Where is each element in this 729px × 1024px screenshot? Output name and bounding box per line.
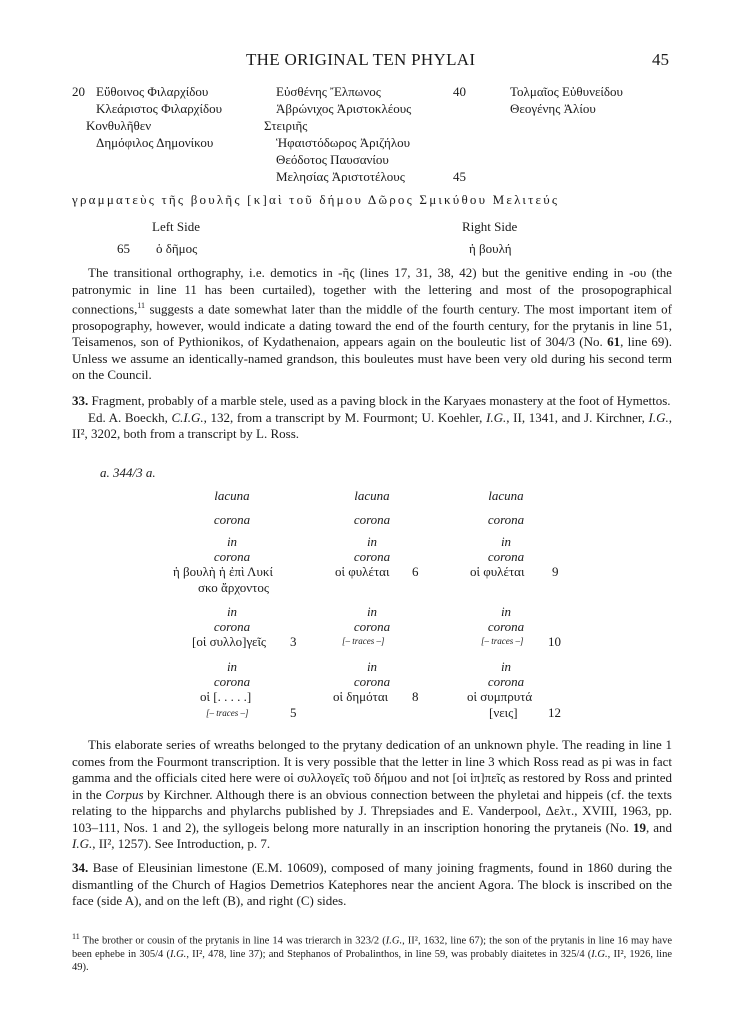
footnote-ref: 11 bbox=[137, 301, 146, 310]
name-line: Εὐσθένης Ἔλπωνος bbox=[276, 84, 381, 99]
line-number-65: 65 bbox=[117, 241, 130, 256]
wreath-text: οἱ φυλέται bbox=[470, 564, 525, 579]
corona: corona bbox=[213, 512, 251, 527]
in-label: in bbox=[366, 659, 378, 674]
wreath-text: ἡ βουλὴ ἡ ἐπὶ Λυκί bbox=[173, 564, 273, 579]
name-line: Θεόδοτος Παυσανίου bbox=[276, 152, 389, 167]
name-line: Δημόφιλος Δημονίκου bbox=[96, 135, 214, 150]
running-head: THE ORIGINAL TEN PHYLAI bbox=[246, 50, 476, 69]
right-side-label: Right Side bbox=[462, 219, 518, 234]
line-number: 3 bbox=[290, 634, 297, 649]
left-side-text: ὁ δῆμος bbox=[156, 241, 198, 256]
corona: corona bbox=[487, 549, 525, 564]
traces: [– traces –] bbox=[342, 636, 385, 646]
wreath-text: [νεις] bbox=[489, 705, 518, 720]
in-label: in bbox=[226, 534, 238, 549]
line-number-45: 45 bbox=[453, 169, 466, 184]
traces: [– traces –] bbox=[481, 636, 524, 646]
line-number: 12 bbox=[548, 705, 561, 720]
line-number: 5 bbox=[290, 705, 297, 720]
left-side-label: Left Side bbox=[152, 219, 201, 234]
lacuna: lacuna bbox=[488, 488, 524, 503]
wreath-text: οἱ δημόται bbox=[333, 689, 389, 704]
name-line: Τολμαῖος Εὐθυνείδου bbox=[510, 84, 623, 99]
in-label: in bbox=[500, 604, 512, 619]
deme-heading: Στειριῆς bbox=[264, 118, 308, 133]
corona: corona bbox=[487, 674, 525, 689]
wreath-text: [οἱ συλλο]γεῖς bbox=[192, 634, 267, 649]
name-line: Θεογένης Ἀλίου bbox=[510, 101, 596, 116]
wreath-text: οἱ [. . . . .] bbox=[200, 689, 252, 704]
corona: corona bbox=[213, 674, 251, 689]
line-number-20: 20 bbox=[72, 84, 85, 99]
name-line: Κλεάριστος Φιλαρχίδου bbox=[96, 101, 223, 116]
commentary-paragraph: The transitional orthography, i.e. demotics in -ῆς (lines 17, 31, 38, 42) but the genitive ending in -ου (the patronymic in line 11 has been curtailed), together with the lettering and most of the prosopographical connections,$^{11}$ suggests a date somewhat later than the middle of the fourth century. The most important item of prosopography, however, would indicate a dating toward the end of the fourth century, for the prytanis in line 51, Teisamenos, son of Pythionikos, of Kydathenaion, appears again on the bouleutic list of 304/3 (No. 61, line 69). Unless we assume an identically-named grandson, this bouleutes must have been very old during his second term on the Council. bbox=[72, 265, 672, 383]
line-number: 8 bbox=[412, 689, 419, 704]
name-line: Μελησίας Ἀριστοτέλους bbox=[276, 169, 405, 184]
in-label: in bbox=[366, 604, 378, 619]
entry-33-description: 33. Fragment, probably of a marble stele, used as a paving block in the Karyaes monastery at the foot of Hymettos. Ed. A. Boeckh, C.I.G., 132, from a transcript by M. Fourmont; U. Koehler, I.G., II, 1341, and J. Kirchner, I.G., II², 3202, both from a transcript by L. Ross. bbox=[72, 393, 672, 441]
right-side-text: ἡ βουλή bbox=[469, 241, 512, 256]
commentary-paragraph: This elaborate series of wreaths belonged to the prytany dedication of an unknown phyle. The reading in line 1 comes from the Fourmont transcription. It is very possible that the letter in line 3 which Ross read as pi was in fact gamma and the officials cited here were οἱ συλλογεῖς τοῦ δήμου and not [οἱ ἱπ]πεῖς as restored by Ross and printed in the Corpus by Kirchner. Although there is an obvious connection between the phyletai and hippeis (cf. the texts relating to the hipparchs and phylarchs published by J. Threpsiades and E. Vanderpool, Δελτ., XVIII, 1963, pp. 103–111, Nos. 1 and 2), the syllogeis belong more naturally in an inscription honoring the prytaneis (No. 19, and I.G., II², 1257). See Introduction, p. 7. bbox=[72, 737, 672, 851]
name-line: Ἁβρώνιχος Ἀριστοκλέους bbox=[276, 101, 412, 116]
line-number: 10 bbox=[548, 634, 561, 649]
entry-34-description: 34. Base of Eleusinian limestone (E.M. 10609), composed of many joining fragments, found in 1860 during the dismantling of the Church of Hagios Demetrios Katephores near the ancient Agora. The block is inscribed on the face (side A), and on the left (B), and right (C) sides. bbox=[72, 860, 673, 908]
wreath-text: σκο ἄρχοντος bbox=[198, 580, 270, 595]
in-label: in bbox=[500, 659, 512, 674]
corona: corona bbox=[353, 674, 391, 689]
corona: corona bbox=[353, 512, 391, 527]
in-label: in bbox=[226, 659, 238, 674]
name-line: Ἡφαιστόδωρος Ἀριζήλου bbox=[276, 135, 411, 150]
line-number: 9 bbox=[552, 564, 559, 579]
in-label: in bbox=[366, 534, 378, 549]
wreath-text: οἱ φυλέται bbox=[335, 564, 390, 579]
corona: corona bbox=[213, 549, 251, 564]
line-number-40: 40 bbox=[453, 84, 466, 99]
wreath-text: οἱ συμπρυτά bbox=[467, 689, 533, 704]
page-number: 45 bbox=[652, 50, 669, 69]
corona: corona bbox=[353, 549, 391, 564]
lacuna: lacuna bbox=[214, 488, 250, 503]
name-line: Εὔθοινος Φιλαρχίδου bbox=[96, 84, 209, 99]
date-label: a. 344/3 a. bbox=[100, 465, 156, 480]
secretary-line: γραμματεὺς τῆς βουλῆς [κ]αὶ τοῦ δήμου Δῶρος Σμικύθου Μελιτεύς bbox=[72, 192, 560, 207]
deme-heading: Κονθυλῆθεν bbox=[86, 118, 152, 133]
lacuna: lacuna bbox=[354, 488, 390, 503]
corona: corona bbox=[353, 619, 391, 634]
in-label: in bbox=[500, 534, 512, 549]
corona: corona bbox=[487, 619, 525, 634]
in-label: in bbox=[226, 604, 238, 619]
footnote-11: $^{11}$ The brother or cousin of the prytanis in line 14 was trierarch in 323/2 (I.G., II², 1632, line 67); the son of the prytanis in line 16 may have been ephebe in 305/4 (I.G., II², 478, line 37); and Stephanos of Probalinthos, in line 59, was probably diaitetes in 325/4 (I.G., II², 1926, line 49). bbox=[72, 932, 673, 973]
traces: [– traces –] bbox=[206, 708, 249, 718]
corona: corona bbox=[213, 619, 251, 634]
line-number: 6 bbox=[412, 564, 419, 579]
corona: corona bbox=[487, 512, 525, 527]
